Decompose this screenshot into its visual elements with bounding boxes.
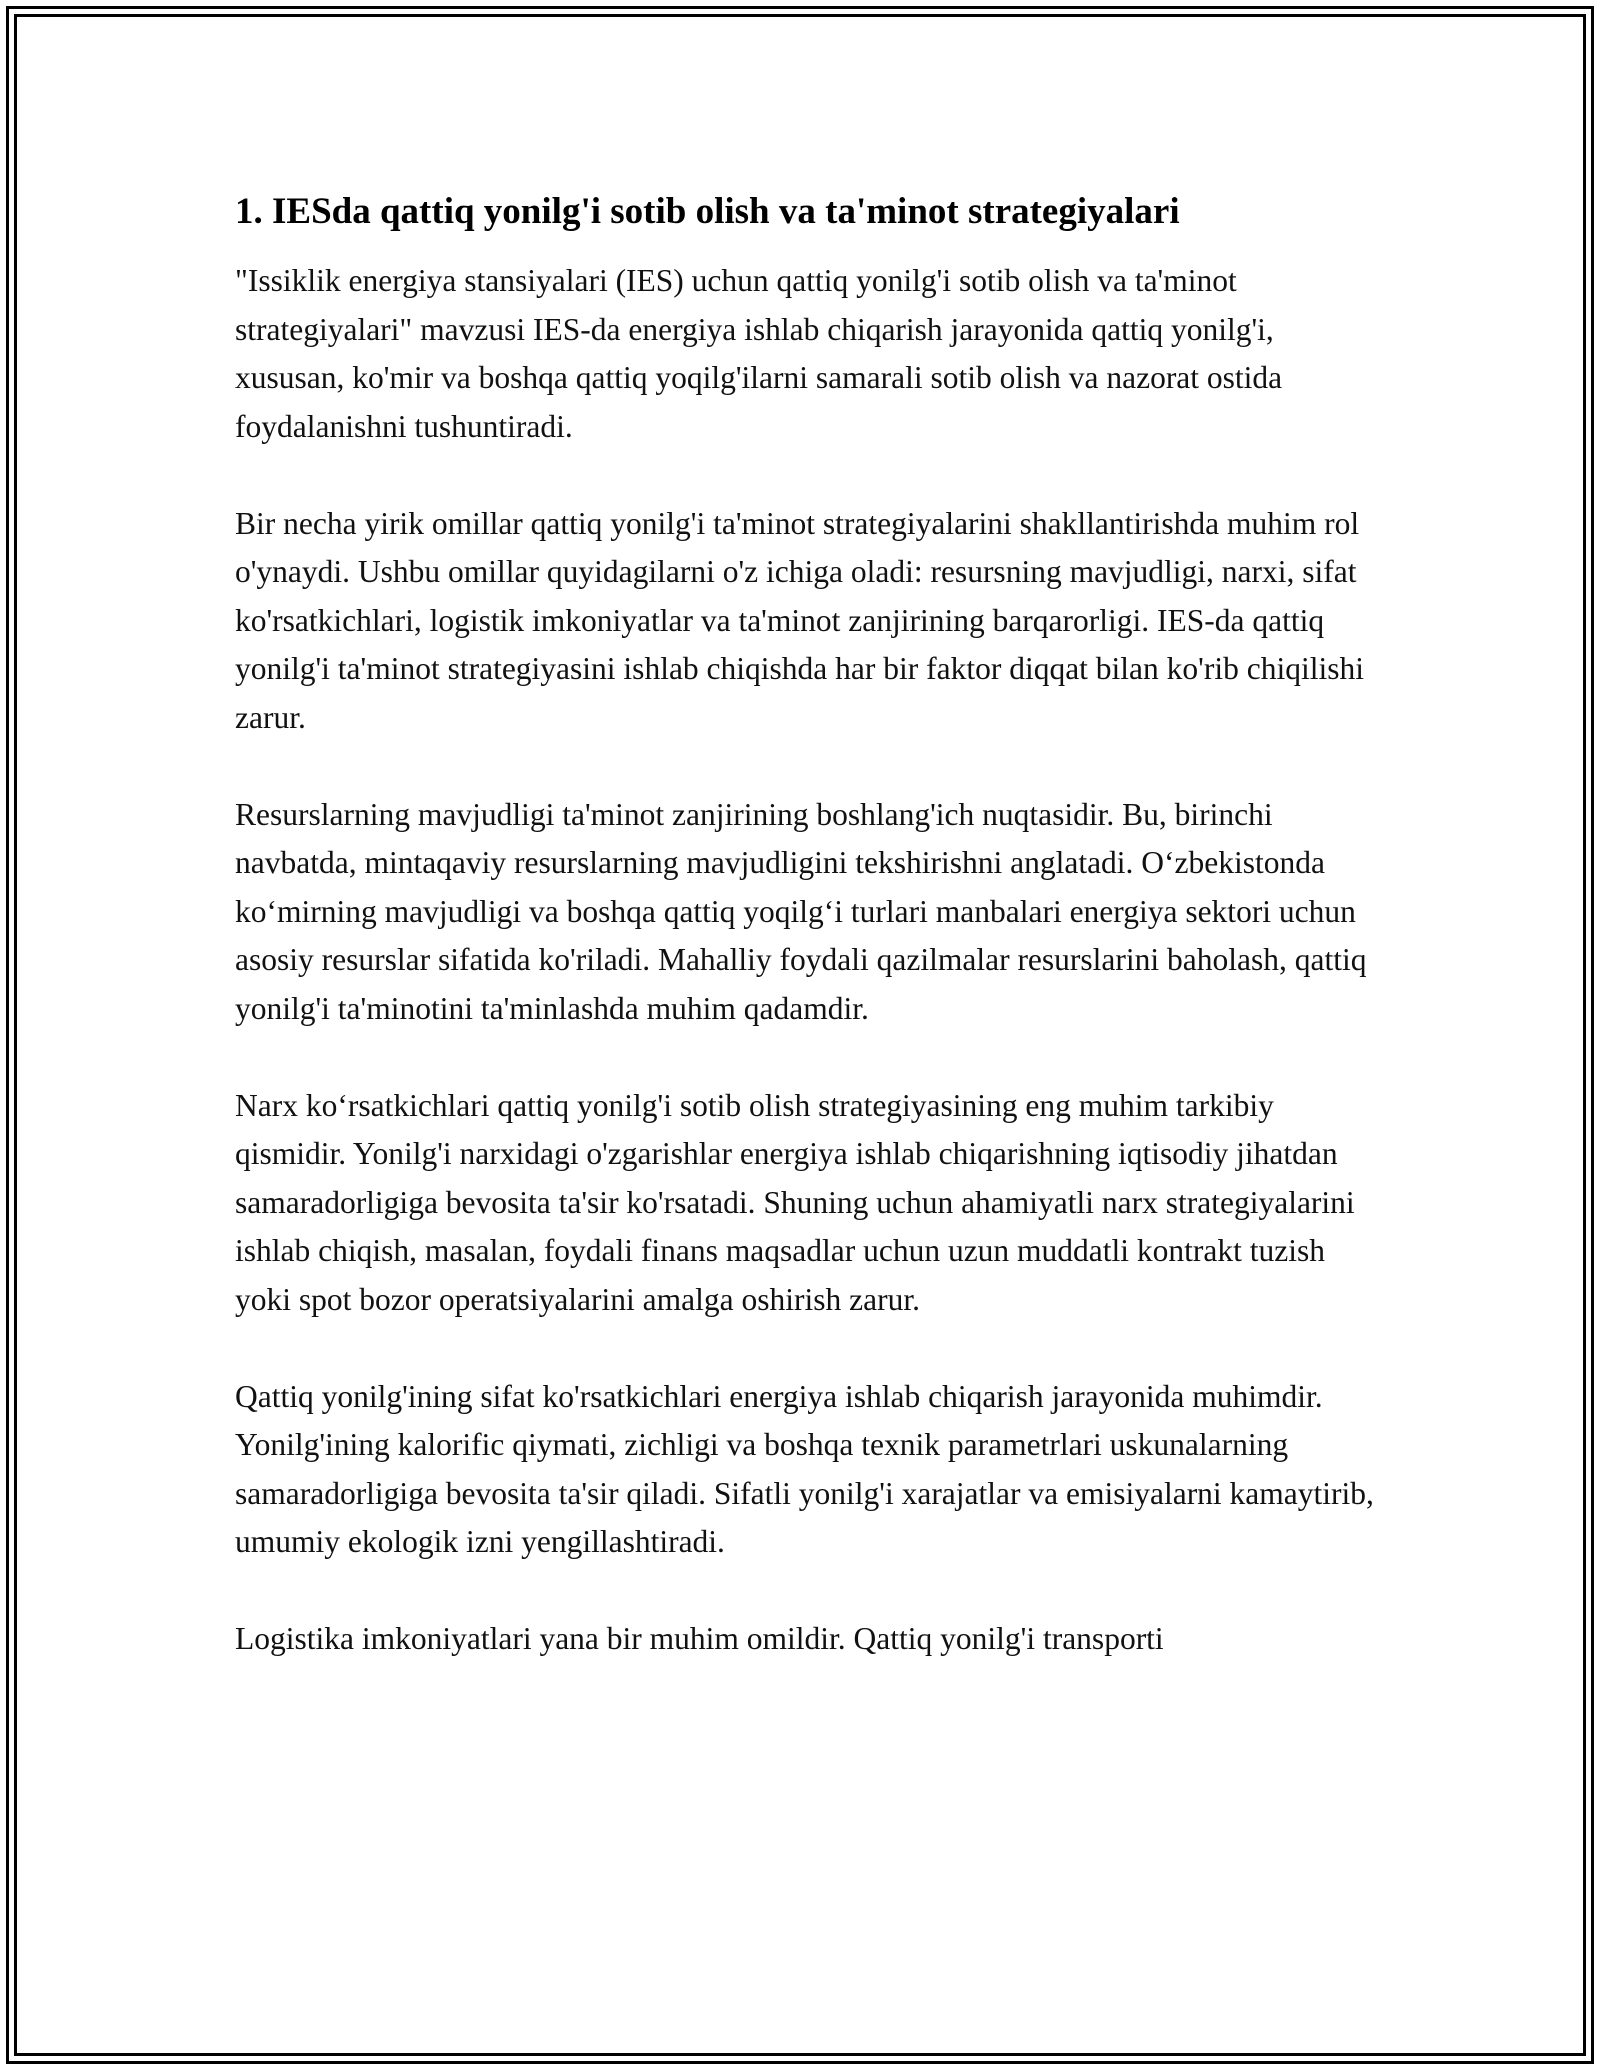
section-heading: 1. IESda qattiq yonilg'i sotib olish va ta'minot strategiyalari (235, 191, 1180, 232)
paragraph-logistics: Logistika imkoniyatlari yana bir muhim omildir. Qattiq yonilg'i transporti (235, 1621, 1164, 1656)
document-body (235, 187, 1385, 1712)
paragraph-intro: "Issiklik energiya stansiyalari (IES) uchun qattiq yonilg'i sotib olish va ta'minot strategiyalari" mavzusi IES-da energiya ishlab chiqarish jarayonida qattiq yonilg'i, xususan, ko'mir va boshqa qattiq yoqilg'ilarni samarali sotib olish va nazorat ostida foydalanishni tushuntiradi. (235, 263, 1283, 444)
paragraph-factors: Bir necha yirik omillar qattiq yonilg'i ta'minot strategiyalarini shakllantirishda muhim rol o'ynaydi. Ushbu omillar quyidagilarni o'z ichiga oladi: resursning mavjudligi, narxi, sifat ko'rsatkichlari, logistik imkoniyatlar va ta'minot zanjirining barqarorligi. IES-da qattiq yonilg'i ta'minot strategiyasini ishlab chiqishda har bir faktor diqqat bilan ko'rib chiqilishi zarur. (235, 505, 1364, 735)
paragraph-resources: Resurslarning mavjudligi ta'minot zanjirining boshlang'ich nuqtasidir. Bu, birinchi navbatda, mintaqaviy resurslarning mavjudligini tekshirishni anglatadi. O‘zbekistonda ko‘mirning mavjudligi va boshqa qattiq yoqilg‘i turlari manbalari energiya sektori uchun asosiy resurslar sifatida ko'riladi. Mahalliy foydali qazilmalar resurslarini baholash, qattiq yonilg'i ta'minotini ta'minlashda muhim qadamdir. (235, 796, 1367, 1026)
paragraph-quality: Qattiq yonilg'ining sifat ko'rsatkichlari energiya ishlab chiqarish jarayonida muhimdir. Yonilg'ining kalorific qiymati, zichligi va boshqa texnik parametrlari uskunalarning samaradorligiga bevosita ta'sir qiladi. Sifatli yonilg'i xarajatlar va emisiyalarni kamaytirib, umumiy ekologik izni yengillashtiradi. (235, 1378, 1374, 1559)
paragraph-price: Narx ko‘rsatkichlari qattiq yonilg'i sotib olish strategiyasining eng muhim tarkibiy qismidir. Yonilg'i narxidagi o'zgarishlar energiya ishlab chiqarishning iqtisodiy jihatdan samaradorligiga bevosita ta'sir ko'rsatadi. Shuning uchun ahamiyatli narx strategiyalarini ishlab chiqish, masalan, foydali finans maqsadlar uchun uzun muddatli kontrakt tuzish yoki spot bozor operatsiyalarini amalga oshirish zarur. (235, 1087, 1355, 1317)
